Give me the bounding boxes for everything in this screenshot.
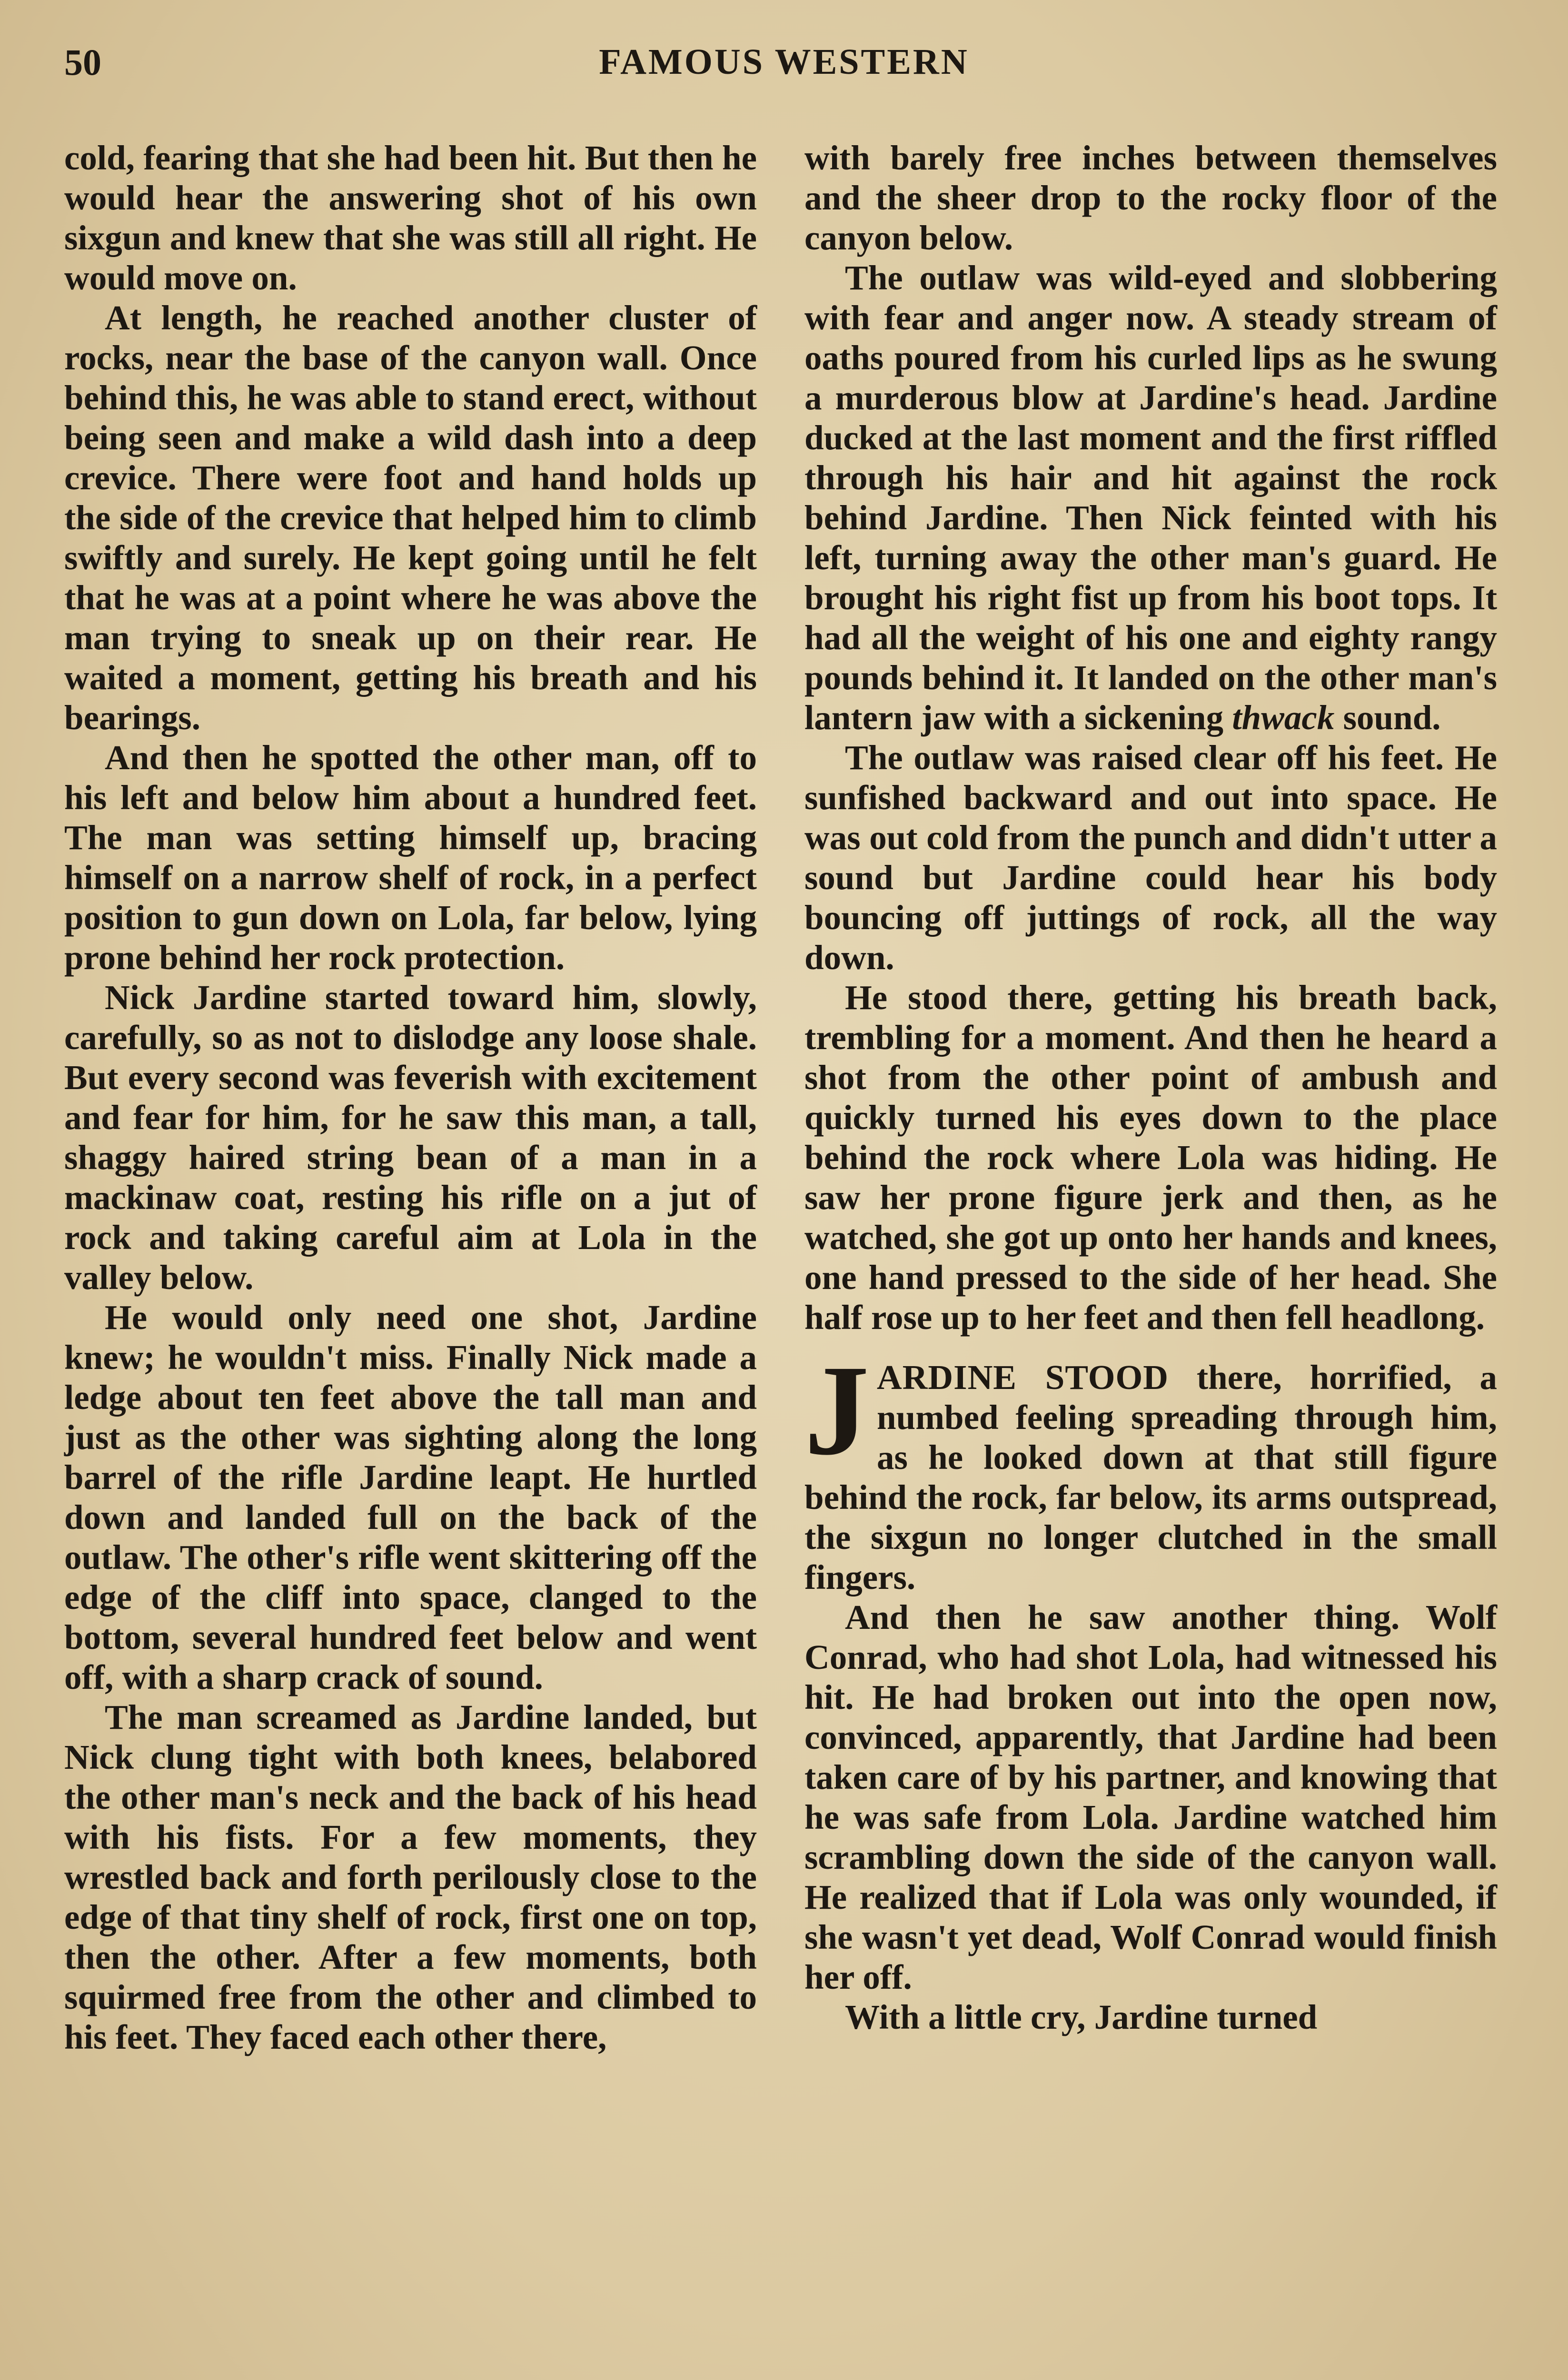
paragraph: And then he spotted the other man, off to his left and below him about a hundred feet. The man was setting himself up, bracing himself on a narrow shelf of rock, in a perfect position to gun down on Lola, far below, lying prone behind her rock protection. [64, 738, 757, 977]
paragraph-text: The outlaw was wild-eyed and slobbering with fear and anger now. A steady stream of oaths poured from his curled lips as he swung a murderous blow at Jardine's head. Jardine ducked at the last moment and the first riffled through his hair and hit against the rock behind Jardine. Then Nick feinted with his left, turning away the other man's guard. He brought his right fist up from his boot tops. It had all the weight of his one and eighty rangy pounds behind it. It landed on the other man's lantern jaw with a sickening [804, 258, 1497, 737]
paragraph: At length, he reached another cluster of rocks, near the base of the canyon wall. Once behind this, he was able to stand erect, without being seen and make a wild dash into a deep crevice. There were foot and hand holds up the side of the crevice that helped him to climb swiftly and surely. He kept going until he felt that he was at a point where he was above the man trying to sneak up on their rear. He waited a moment, getting his breath and his bearings. [64, 298, 757, 737]
page-number: 50 [64, 41, 101, 83]
italic-word: thwack [1232, 698, 1335, 737]
paragraph: Nick Jardine started toward him, slowly, carefully, so as not to dislodge any loose shale. But every second was feverish with excitement and fear for him, for he saw this man, a tall, shaggy haired string bean of a man in a mackinaw coat, resting his rifle on a jut of rock and taking careful aim at Lola in the valley below. [64, 978, 757, 1297]
paragraph [804, 258, 1497, 738]
paragraph: He stood there, getting his breath back, trembling for a moment. And then he heard a shot from the other point of ambush and quickly turned his eyes down to the place behind the rock where Lola was hiding. He saw her prone figure jerk and then, as he watched, she got up onto her hands and knees, one hand pressed to the side of her head. She half rose up to her feet and then fell headlong. [804, 978, 1497, 1337]
paragraph: He would only need one shot, Jardine knew; he wouldn't miss. Finally Nick made a ledge about ten feet above the tall man and just as the other was sighting along the long barrel of the rifle Jardine leapt. He hurtled down and landed full on the back of the outlaw. The other's rifle went skittering off the edge of the cliff into space, clanged to the bottom, several hundred feet below and went off, with a sharp crack of sound. [64, 1298, 757, 1696]
running-title: FAMOUS WESTERN [599, 42, 969, 82]
paragraph: And then he saw another thing. Wolf Conrad, who had shot Lola, had witnessed his hit. He had broken out into the open now, convinced, apparently, that Jardine had been taken care of by his partner, and knowing that he was safe from Lola. Jardine watched him scrambling down the side of the canyon wall. He realized that if Lola was only wounded, if she wasn't yet dead, Wolf Conrad would finish her off. [804, 1598, 1497, 1996]
paragraph-text: there, horrified, a numbed feeling spreading through him, as he looked down at that still figure behind the rock, far below, its arms outspread, the sixgun no longer clutched in the small fingers. [804, 1358, 1497, 1597]
left-column [64, 138, 757, 2057]
dropcap-paragraph [804, 1339, 1497, 1597]
paragraph-text: sound. [1334, 698, 1441, 737]
paragraph: with barely free inches between themselves and the sheer drop to the rocky floor of the canyon below. [804, 139, 1497, 257]
paragraph: cold, fearing that she had been hit. But then he would hear the answering shot of his own sixgun and knew that she was still all right. He would move on. [64, 139, 757, 297]
lead-in-text: ARDINE STOOD [877, 1358, 1169, 1397]
drop-cap: J [804, 1339, 869, 1482]
right-column [804, 138, 1497, 2037]
page-header [64, 41, 1504, 96]
paragraph: The outlaw was raised clear off his feet. He sunfished backward and out into space. He was out cold from the punch and didn't utter a sound but Jardine could hear his body bouncing off juttings of rock, all the way down. [804, 738, 1497, 977]
paragraph: With a little cry, Jardine turned [845, 1998, 1318, 2036]
paragraph: The man screamed as Jardine landed, but Nick clung tight with both knees, belabored the other man's neck and the back of his head with his fists. For a few moments, they wrestled back and forth perilously close to the edge of that tiny shelf of rock, first one on top, then the other. After a few moments, both squirmed free from the other and climbed to his feet. They faced each other there, [64, 1698, 757, 2056]
